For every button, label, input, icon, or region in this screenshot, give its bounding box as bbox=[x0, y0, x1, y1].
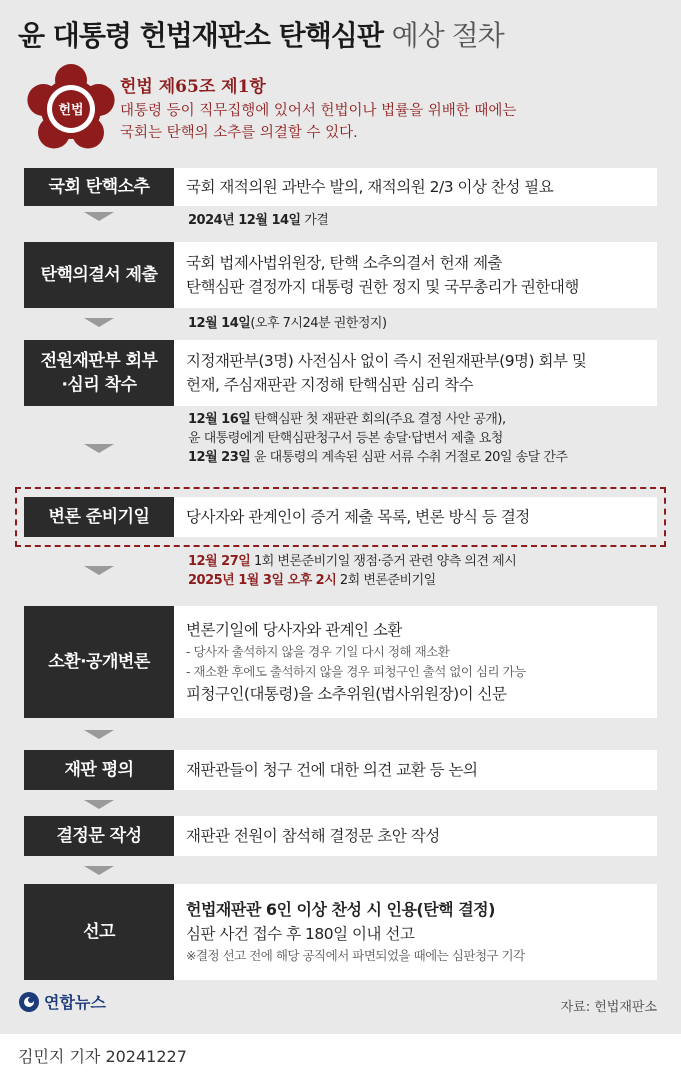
desc-footnote: ※결정 선고 전에 해당 공직에서 파면되었을 때에는 심판청구 기각 bbox=[186, 948, 525, 963]
step-label bbox=[24, 340, 174, 406]
step-desc bbox=[174, 816, 657, 856]
desc-subline: - 재소환 후에도 출석하지 않을 경우 피청구인 출석 없이 심리 가능 bbox=[186, 664, 526, 679]
law-line-2: 국회는 탄핵의 소추를 의결할 수 있다. bbox=[120, 125, 358, 141]
label-line: ·심리 착수 bbox=[61, 375, 137, 395]
note-hearing-dates bbox=[188, 552, 516, 590]
desc-line: 국회 법제사법위원장, 탄핵 소추의결서 헌재 제출 bbox=[186, 254, 503, 272]
step-label: 재판 평의 bbox=[24, 750, 174, 790]
desc-line: 탄핵심판 결정까지 대통령 권한 정지 및 국무총리가 권한대행 bbox=[186, 278, 579, 296]
step-resolution-submission bbox=[24, 242, 657, 308]
logo-text: 연합뉴스 bbox=[44, 993, 106, 1012]
title-main: 윤 대통령 헌법재판소 탄핵심판 bbox=[18, 19, 383, 52]
step-full-bench-review bbox=[24, 340, 657, 406]
note-date: 12월 23일 bbox=[188, 450, 251, 465]
yonhap-logo-icon bbox=[18, 991, 40, 1013]
note-date: 2024년 12월 14일 bbox=[188, 213, 301, 228]
note-text: 탄핵심판 첫 재판관 회의(주요 결정 사안 공개), bbox=[250, 412, 506, 427]
desc-line: 헌법재판관 6인 이상 찬성 시 인용(탄핵 결정) bbox=[186, 900, 495, 919]
byline: 김민지 기자 20241227 bbox=[18, 1047, 187, 1066]
down-arrow-icon bbox=[84, 730, 114, 739]
note-text: (오후 7시24분 권한정지) bbox=[250, 316, 387, 331]
desc-line: 국회 재적의원 과반수 발의, 재적의원 2/3 이상 찬성 필요 bbox=[186, 178, 554, 196]
desc-line: 변론기일에 당사자와 관계인 소환 bbox=[186, 621, 402, 639]
step-drafting-decision bbox=[24, 816, 657, 856]
law-line-1: 대통령 등이 직무집행에 있어서 헌법이나 법률을 위배한 때에는 bbox=[120, 103, 517, 119]
desc-line: 피청구인(대통령)을 소추위원(법사위원장)이 신문 bbox=[186, 685, 507, 703]
label-line: 전원재판부 회부 bbox=[40, 351, 158, 371]
desc-line: 당사자와 관계인이 증거 제출 목록, 변론 방식 등 결정 bbox=[186, 508, 530, 526]
note-suspension bbox=[188, 314, 387, 333]
step-desc bbox=[174, 168, 657, 206]
desc-subline: - 당사자 출석하지 않을 경우 기일 다시 정해 재소환 bbox=[186, 644, 450, 659]
note-text: 가결 bbox=[300, 213, 329, 228]
step-verdict bbox=[24, 884, 657, 980]
note-passed bbox=[188, 211, 328, 230]
down-arrow-icon bbox=[84, 800, 114, 809]
note-date: 12월 14일 bbox=[188, 316, 251, 331]
note-text: 윤 대통령에게 탄핵심판청구서 등본 송달·답변서 제출 요청 bbox=[188, 431, 503, 446]
step-label: 결정문 작성 bbox=[24, 816, 174, 856]
step-deliberation bbox=[24, 750, 657, 790]
source-credit: 자료: 헌법재판소 bbox=[560, 1000, 657, 1015]
title-sub: 예상 절차 bbox=[391, 19, 504, 52]
step-label: 소환·공개변론 bbox=[24, 606, 174, 718]
note-date: 2025년 1월 3일 오후 2시 bbox=[188, 573, 337, 588]
law-title: 헌법 제65조 제1항 bbox=[120, 77, 266, 97]
page-title bbox=[18, 14, 504, 54]
step-desc bbox=[174, 340, 657, 406]
desc-line: 재판관들이 청구 건에 대한 의견 교환 등 논의 bbox=[186, 761, 478, 779]
step-desc bbox=[174, 884, 657, 980]
step-label: 국회 탄핵소추 bbox=[24, 168, 174, 206]
down-arrow-icon bbox=[84, 444, 114, 453]
step-desc bbox=[174, 242, 657, 308]
note-date: 12월 16일 bbox=[188, 412, 251, 427]
step-desc bbox=[174, 750, 657, 790]
desc-line: 헌재, 주심재판관 지정해 탄핵심판 심리 착수 bbox=[186, 376, 474, 394]
note-text: 2회 변론준비기일 bbox=[336, 573, 436, 588]
note-text: 1회 변론준비기일 쟁점·증거 관련 양측 의견 제시 bbox=[250, 554, 517, 569]
down-arrow-icon bbox=[84, 318, 114, 327]
step-preparatory-hearing bbox=[24, 497, 657, 537]
constitution-seal-icon bbox=[26, 64, 116, 154]
desc-line: 심판 사건 접수 후 180일 이내 선고 bbox=[186, 925, 415, 943]
down-arrow-icon bbox=[84, 866, 114, 875]
step-label: 탄핵의결서 제출 bbox=[24, 242, 174, 308]
desc-line: 지정재판부(3명) 사전심사 없이 즉시 전원재판부(9명) 회부 및 bbox=[186, 352, 587, 370]
note-date: 12월 27일 bbox=[188, 554, 251, 569]
note-text: 윤 대통령의 계속된 심판 서류 수취 거절로 20일 송달 간주 bbox=[250, 450, 568, 465]
yonhap-logo bbox=[18, 990, 106, 1013]
step-desc bbox=[174, 606, 657, 718]
down-arrow-icon bbox=[84, 212, 114, 221]
step-desc bbox=[174, 497, 657, 537]
note-first-meeting bbox=[188, 410, 567, 467]
step-label: 선고 bbox=[24, 884, 174, 980]
step-label: 변론 준비기일 bbox=[24, 497, 174, 537]
desc-line: 재판관 전원이 참석해 결정문 초안 작성 bbox=[186, 827, 440, 845]
step-impeachment-motion bbox=[24, 168, 657, 206]
seal-text: 헌법 bbox=[58, 103, 84, 118]
down-arrow-icon bbox=[84, 566, 114, 575]
step-summons-public-hearing bbox=[24, 606, 657, 718]
law-text bbox=[120, 100, 516, 144]
